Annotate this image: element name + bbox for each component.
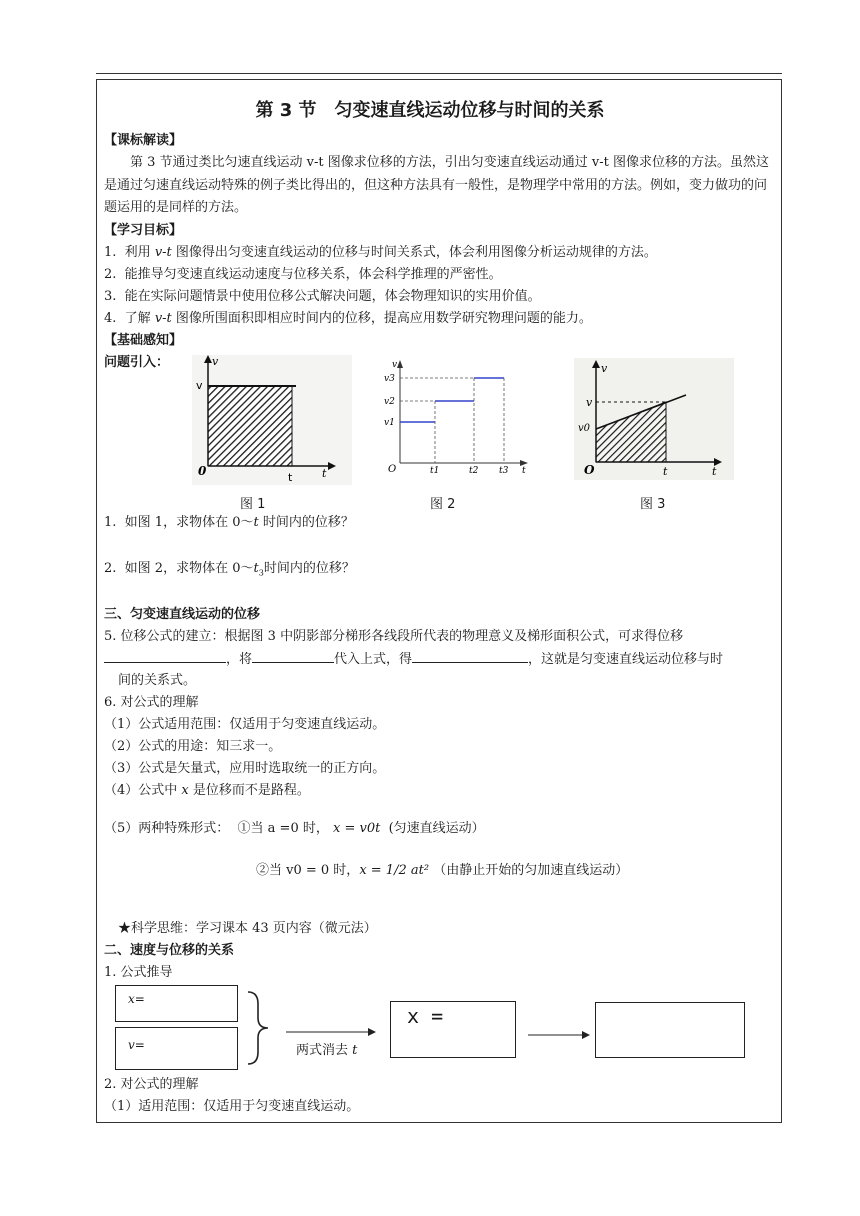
item5-case-b: ②当 v0 = 0 时， [256,863,360,878]
answer-blank-2[interactable] [252,648,334,663]
question-num: 2. [104,561,117,576]
figure-1 [192,355,352,485]
page-frame [96,79,782,1123]
velocity-displacement-heading: 二、速度与位移的关系 [104,943,235,958]
understanding-item-5b [256,860,628,882]
answer-blank-3[interactable] [412,648,528,663]
p5-line-3: 间的关系式。 [118,673,197,688]
arrow-label-text: 两式消去 [296,1043,353,1058]
box-final[interactable] [595,1002,745,1058]
question-em: t [253,515,259,530]
goal-num: 3. [104,289,117,304]
arrow-icon [528,1028,592,1042]
fig2-v3-label: v3 [384,374,395,384]
answer-blank-1[interactable] [104,648,226,663]
goal-text-post: 图像得出匀变速直线运动的位移与时间关系式，体会利用图像分析运动规律的方法。 [171,245,657,260]
page-title: 第 3 节 匀变速直线运动位移与时间的关系 [255,100,605,121]
question-num: 1. [104,515,117,530]
goal-num: 4. [104,311,117,326]
curriculum-body: 第 3 节通过类比匀速直线运动 v-t 图像求位移的方法，引出匀变速直线运动通过 v-t 图像求位移的方法。虽然这是通过匀速直线运动特殊的例子类比得出的，但这种方法具有一般性，是物理学中常用的方法。例如，变力做功的问题运用的是同样的方法。 [104,155,769,215]
basics-heading: 【基础感知】 [104,333,183,348]
fig3-t-label: t [663,465,668,478]
question-text-post: 时间内的位移？ [258,515,354,530]
item5-case-a: ①当 a =0 时， [237,821,329,836]
brace-icon [242,990,274,1066]
goal-text: 能在实际问题情景中使用位移公式解决问题，体会物理知识的实用价值。 [124,289,541,304]
figure-3 [574,358,734,480]
fig2-axis-t: t [522,466,526,476]
figure-2-caption: 图 2 [430,497,456,512]
item4-text: （4）公式中 [104,783,182,798]
fig3-axis-t: t [712,465,717,478]
top-border [96,73,782,74]
box-v-label: v= [128,1038,145,1052]
question-text-post: 时间内的位移？ [263,561,355,576]
fig3-v-label: v [586,396,593,409]
goals-heading: 【学习目标】 [104,223,183,238]
goal-em: v-t [154,245,172,260]
item5-note-a: (匀速直线运动） [388,821,485,836]
question-text: 如图 1，求物体在 0～ [124,515,254,530]
understanding-item-1: （1）公式适用范围：仅适用于匀变速直线运动。 [104,717,386,732]
result-x-label: x = [407,1004,444,1028]
box-result[interactable] [390,1001,516,1058]
question-2 [104,558,355,585]
fig2-axis-v: v [392,360,398,370]
fig2-v2-label: v2 [384,397,395,407]
p5-text-b: 代入上式，得 [334,652,413,667]
p5-text-a: ，将 [226,652,253,667]
item4-em: x [181,783,189,798]
question-em: t [253,561,259,576]
fig2-t1-label: t1 [430,466,440,476]
goal-text: 了解 [124,311,155,326]
goal-text-post: 图像所围面积即相应时间内的位移，提高应用数学研究物理问题的能力。 [171,311,592,326]
fig1-origin: 0 [198,464,207,478]
goal-em: v-t [154,311,172,326]
p6-heading: 6. 对公式的理解 [104,695,199,710]
curriculum-heading: 【课标解读】 [104,133,183,148]
fig3-axis-v: v [601,362,608,375]
understanding-item-3: （3）公式是矢量式，应用时选取统一的正方向。 [104,761,386,776]
goal-text: 能推导匀变速直线运动速度与位移关系，体会科学推理的严密性。 [124,267,502,282]
box-v-equation[interactable] [115,1027,238,1070]
item4-text-post: 是位移而不是路程。 [188,783,310,798]
box-x-equation[interactable] [115,985,238,1022]
item5-text: （5）两种特殊形式： [104,821,230,836]
understanding-item-5 [104,818,485,840]
understanding-heading-2: 2. 对公式的理解 [104,1077,199,1092]
goal-num: 2. [104,267,117,282]
goal-num: 1. [104,245,117,260]
fig3-v0-label: v0 [578,423,591,434]
box-x-label: x= [128,992,145,1006]
question-text: 如图 2，求物体在 0～ [124,561,254,576]
p5-line-2 [104,648,723,671]
p5-text-c: ，这就是匀变速直线运动位移与时 [528,652,724,667]
basics-intro: 问题引入： [104,355,170,370]
fig3-origin: O [584,463,595,477]
displacement-heading: 三、匀变速直线运动的位移 [104,607,261,622]
fig2-t2-label: t2 [469,466,479,476]
fig1-v-label: v [196,379,203,392]
question-sub: 3 [258,568,264,578]
question-1 [104,512,354,534]
figure-2 [382,359,532,477]
figure-3-caption: 图 3 [640,497,666,512]
goal-item [104,308,592,330]
goal-item [104,242,657,264]
formula-uniform: x = v0t [333,821,381,836]
fig1-t-label: t [288,471,293,484]
fig1-axis-t: t [322,467,327,480]
arrow-icon [286,1025,378,1039]
fig1-axis-v: v [212,355,219,368]
science-thinking: ★科学思维：学习课本 43 页内容（微元法） [118,921,377,936]
understanding-item-2: （2）公式的用途：知三求一。 [104,739,282,754]
arrow-label [296,1040,357,1062]
fig2-v1-label: v1 [384,418,395,428]
goal-text: 利用 [124,245,155,260]
goal-item [104,286,541,308]
understanding-item-4 [104,780,310,802]
derivation-heading: 1. 公式推导 [104,965,173,980]
fig2-t3-label: t3 [499,466,509,476]
formula-from-rest: x = 1/2 at² [359,863,430,878]
fig2-origin: O [388,464,397,475]
figure-1-caption: 图 1 [240,497,266,512]
item5-note-b: （由静止开始的匀加速直线运动） [433,863,629,878]
goal-item [104,264,502,286]
p5-line-1: 5. 位移公式的建立：根据图 3 中阴影部分梯形各线段所代表的物理意义及梯形面积公式，可求得位移 [104,629,684,644]
understanding-2-item-1: （1）适用范围：仅适用于匀变速直线运动。 [104,1099,360,1114]
arrow-label-em: t [352,1043,358,1058]
